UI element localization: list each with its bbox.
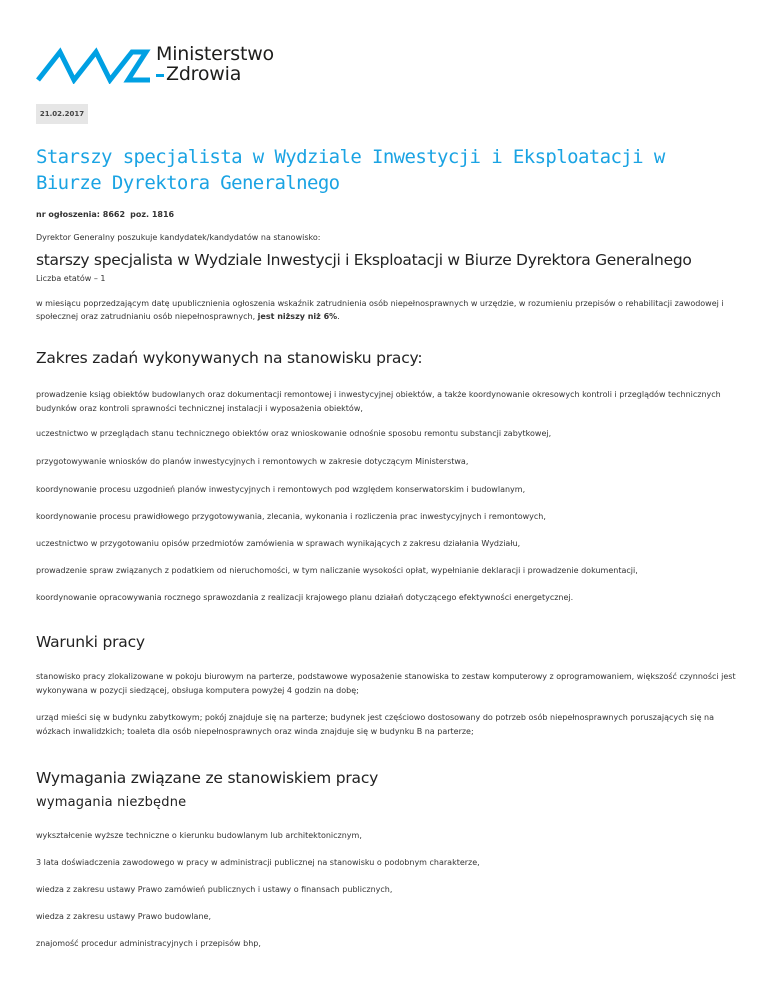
logo-dash	[156, 74, 164, 77]
requirement-item: znajomość procedur administracyjnych i przepisów bhp,	[36, 939, 261, 948]
intro-text: Dyrektor Generalny poszukuje kandydatek/kandydatów na stanowisko:	[36, 233, 321, 242]
requirement-item: 3 lata doświadczenia zawodowego w pracy w administracji publicznej na stanowisku o podobnym charakterze,	[36, 858, 480, 867]
ad-number	[36, 209, 174, 221]
task-item: przygotowywanie wniosków do planów inwestycyjnych i remontowych w zakresie dotyczącym Ministerstwa,	[36, 457, 469, 466]
ministry-logo-text	[156, 44, 274, 84]
task-item: koordynowanie procesu prawidłowego przygotowywania, zlecania, wykonania i rozliczenia prac inwestycyjnych i remontowych,	[36, 512, 546, 521]
logo-line-1: Ministerstwo	[156, 43, 274, 65]
position-heading: starszy specjalista w Wydziale Inwestycji i Eksploatacji w Biurze Dyrektora Generalnego	[36, 251, 692, 269]
ministry-logo[interactable]	[36, 44, 276, 84]
conditions-heading: Warunki pracy	[36, 633, 145, 651]
task-item: uczestnictwo w przeglądach stanu technicznego obiektów oraz wnioskowanie odnośnie sposobu remontu substancji zabytkowej,	[36, 429, 552, 438]
etaty-count: Liczba etatów – 1	[36, 274, 106, 283]
ad-number-label: nr ogłoszenia: 8662	[36, 210, 126, 219]
requirements-heading: Wymagania związane ze stanowiskiem pracy	[36, 769, 379, 787]
condition-item: urząd mieści się w budynku zabytkowym; pokój znajduje się na parterze; budynek jest częściowo dostosowany do potrzeb osób niepełnosprawnych poruszających się na wózkach inwalidzkich; toaleta dla osób niepełnosprawnych oraz winda znajduje się w budynku B na parterze;	[36, 713, 714, 736]
disability-note: w miesiącu poprzedzającym datę upublicznienia ogłoszenia wskaźnik zatrudnienia osób niepełnosprawnych w urzędzie, w rozumieniu przepisów o rehabilitacji zawodowej i społecznej oraz zatrudnianiu osób niepełnosprawnych, jest niższy niż 6%.	[36, 299, 724, 321]
task-item: koordynowanie procesu uzgodnień planów inwestycyjnych i remontowych pod względem konserwatorskim i budowlanym,	[36, 485, 526, 494]
condition-item: stanowisko pracy zlokalizowane w pokoju biurowym na parterze, podstawowe wyposażenie stanowiska to zestaw komputerowy z oprogramowaniem, większość czynności jest wykonywana w pozycji siedzącej, obsługa komputera powyżej 4 godzin na dobę;	[36, 672, 736, 695]
task-item: prowadzenie ksiąg obiektów budowlanych oraz dokumentacji remontowej i inwestycyjnej obiektów, a także koordynowanie okresowych kontroli i przeglądów technicznych budynków oraz kontroli sprawności technicznej instalacji i wyposażenia obiektów,	[36, 390, 721, 413]
tasks-heading: Zakres zadań wykonywanych na stanowisku pracy:	[36, 349, 423, 367]
ad-position-label: poz. 1816	[130, 210, 175, 219]
task-item: koordynowanie opracowywania rocznego sprawozdania z realizacji krajowego planu działań dotyczącego efektywności energetycznej.	[36, 593, 574, 602]
disability-text: w miesiącu poprzedzającym datę upublicznienia ogłoszenia wskaźnik zatrudnienia osób niepełnosprawnych w urzędzie, w rozumieniu przepisów o rehabilitacji zawodowej i społecznej oraz zatrudnianiu osób niepełnosprawnych,	[36, 299, 724, 321]
task-item: prowadzenie spraw związanych z podatkiem od nieruchomości, w tym naliczanie wysokości opłat, wypełnianie deklaracji i prowadzenie dokumentacji,	[36, 566, 638, 575]
requirement-item: wiedza z zakresu ustawy Prawo zamówień publicznych i ustawy o finansach publicznych,	[36, 885, 393, 894]
page-title: Starszy specjalista w Wydziale Inwestycji i Eksploatacji w Biurze Dyrektora Generalnego	[36, 146, 665, 194]
disability-rate: jest niższy niż 6%	[257, 311, 338, 321]
requirement-item: wiedza z zakresu ustawy Prawo budowlane,	[36, 912, 211, 921]
ministry-logo-mark	[36, 44, 152, 84]
logo-line-2: Zdrowia	[166, 63, 242, 85]
requirements-subheading: wymagania niezbędne	[36, 795, 187, 810]
date-badge: 21.02.2017	[36, 104, 88, 124]
task-item: uczestnictwo w przygotowaniu opisów przedmiotów zamówienia w sprawach wynikających z zakresu działania Wydziału,	[36, 539, 521, 548]
requirement-item: wykształcenie wyższe techniczne o kierunku budowlanym lub architektonicznym,	[36, 831, 362, 840]
